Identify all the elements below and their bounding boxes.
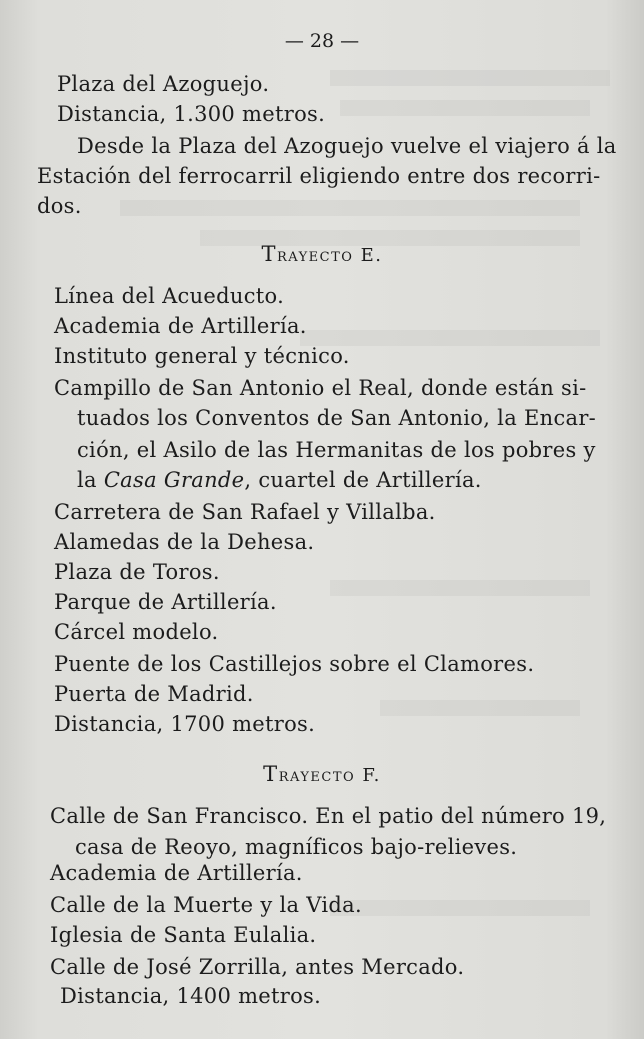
list-item: Calle de San Francisco. En el patio del número 19,	[50, 804, 607, 828]
list-item: Instituto general y técnico.	[54, 344, 350, 368]
trayecto-f-heading	[0, 762, 644, 786]
list-item: Plaza de Toros.	[54, 560, 220, 584]
list-item-continuation: tuados los Conventos de San Antonio, la Encar-	[77, 406, 597, 430]
intro-line-place: Plaza del Azoguejo.	[57, 72, 270, 96]
trayecto-e-heading	[0, 242, 644, 266]
list-item: Puerta de Madrid.	[54, 682, 254, 706]
italic-term-casa-grande: Casa Grande	[103, 468, 245, 492]
trayecto-f-heading-initial: T	[263, 762, 279, 786]
text-run: la	[77, 468, 104, 492]
list-item-continuation: ción, el Asilo de las Hermanitas de los pobres y	[77, 438, 596, 462]
list-item-continuation: casa de Reoyo, magníficos bajo-relieves.	[75, 835, 518, 859]
list-item: Cárcel modelo.	[54, 620, 219, 644]
list-item-distance: Distancia, 1400 metros.	[60, 984, 322, 1008]
trayecto-e-heading-rest: rayecto E.	[276, 245, 383, 266]
intro-paragraph-line-3: dos.	[37, 194, 82, 218]
page-number: — 28 —	[284, 30, 360, 52]
list-item: Calle de José Zorrilla, antes Mercado.	[50, 955, 465, 979]
list-item: Alamedas de la Dehesa.	[54, 530, 315, 554]
list-item: Parque de Artillería.	[54, 590, 277, 614]
list-item: Iglesia de Santa Eulalia.	[50, 923, 317, 947]
intro-paragraph-line-2: Estación del ferrocarril eligiendo entre dos recorri-	[37, 164, 601, 188]
list-item-continuation	[77, 467, 482, 493]
intro-paragraph-line-1: Desde la Plaza del Azoguejo vuelve el viajero á la	[77, 134, 617, 158]
list-item: Carretera de San Rafael y Villalba.	[54, 500, 436, 524]
intro-line-distance: Distancia, 1.300 metros.	[57, 102, 326, 126]
list-item: Línea del Acueducto.	[54, 284, 285, 308]
trayecto-f-heading-rest: rayecto F.	[278, 765, 381, 786]
list-item: Calle de la Muerte y la Vida.	[50, 893, 362, 917]
trayecto-e-heading-initial: T	[261, 242, 277, 266]
list-item-distance: Distancia, 1700 metros.	[54, 712, 316, 736]
list-item: Puente de los Castillejos sobre el Clamores.	[54, 652, 535, 676]
text-run: , cuartel de Artillería.	[244, 468, 482, 492]
list-item: Campillo de San Antonio el Real, donde están si-	[54, 376, 587, 400]
list-item: Academia de Artillería.	[54, 314, 307, 338]
list-item: Academia de Artillería.	[50, 861, 303, 885]
